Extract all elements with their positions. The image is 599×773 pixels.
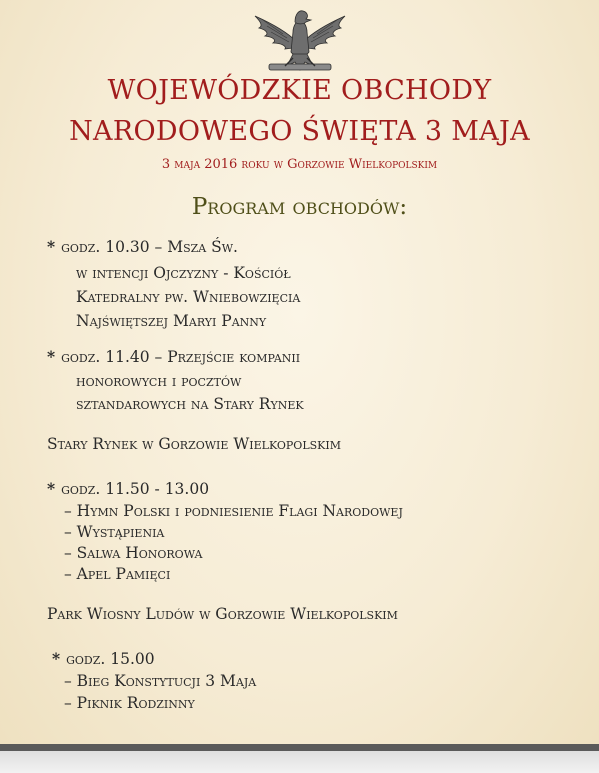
program-item-3-line: – Hymn Polski i podniesienie Flagi Narodowej bbox=[64, 502, 403, 520]
bottom-stripe-dark bbox=[0, 744, 599, 751]
program-item-1-line: Najświętszej Maryi Panny bbox=[76, 312, 267, 330]
program-item-4-time bbox=[52, 648, 155, 670]
program-item-3-line: – Wystąpienia bbox=[64, 523, 165, 541]
bullet-star: * bbox=[47, 347, 56, 366]
location-stary-rynek: Stary Rynek w Gorzowie Wielkopolskim bbox=[47, 435, 341, 453]
program-item-3-line: – Apel Pamięci bbox=[64, 565, 171, 583]
program-item-3-time bbox=[47, 478, 209, 500]
title-line-2: NARODOWEGO ŚWIĘTA 3 MAJA bbox=[69, 116, 530, 147]
program-item-4-time-text: godz. 15.00 bbox=[66, 650, 155, 668]
program-item-1-time bbox=[47, 236, 238, 258]
bottom-stripe-light bbox=[0, 751, 599, 773]
program-item-3-line: – Salwa Honorowa bbox=[64, 544, 203, 562]
program-item-2-time bbox=[47, 346, 300, 368]
bullet-star: * bbox=[47, 237, 56, 256]
location-park-wiosny-ludow: Park Wiosny Ludów w Gorzowie Wielkopolskim bbox=[47, 605, 398, 623]
program-item-2-time-text: godz. 11.40 – Przejście kompanii bbox=[61, 348, 301, 366]
program-item-4-line: – Bieg Konstytucji 3 Maja bbox=[64, 672, 257, 690]
program-item-1-line: Katedralny pw. Wniebowzięcia bbox=[76, 288, 301, 306]
title-line-1: WOJEWÓDZKIE OBCHODY bbox=[107, 75, 492, 106]
program-item-1-time-text: godz. 10.30 – Msza Św. bbox=[61, 238, 238, 256]
program-item-2-line: honorowych i pocztów bbox=[76, 372, 242, 390]
bullet-star: * bbox=[47, 479, 56, 498]
subtitle: 3 maja 2016 roku w Gorzowie Wielkopolskim bbox=[161, 157, 438, 172]
bullet-star: * bbox=[52, 649, 61, 668]
program-item-1-line: w intencji Ojczyzny - Kościół bbox=[76, 264, 291, 282]
program-heading: Program obchodów: bbox=[191, 194, 408, 220]
program-item-2-line: sztandarowych na Stary Rynek bbox=[76, 395, 304, 413]
program-item-4-line: – Piknik Rodzinny bbox=[64, 694, 195, 712]
eagle-emblem-icon bbox=[243, 2, 357, 76]
program-item-3-time-text: godz. 11.50 - 13.00 bbox=[61, 480, 210, 498]
